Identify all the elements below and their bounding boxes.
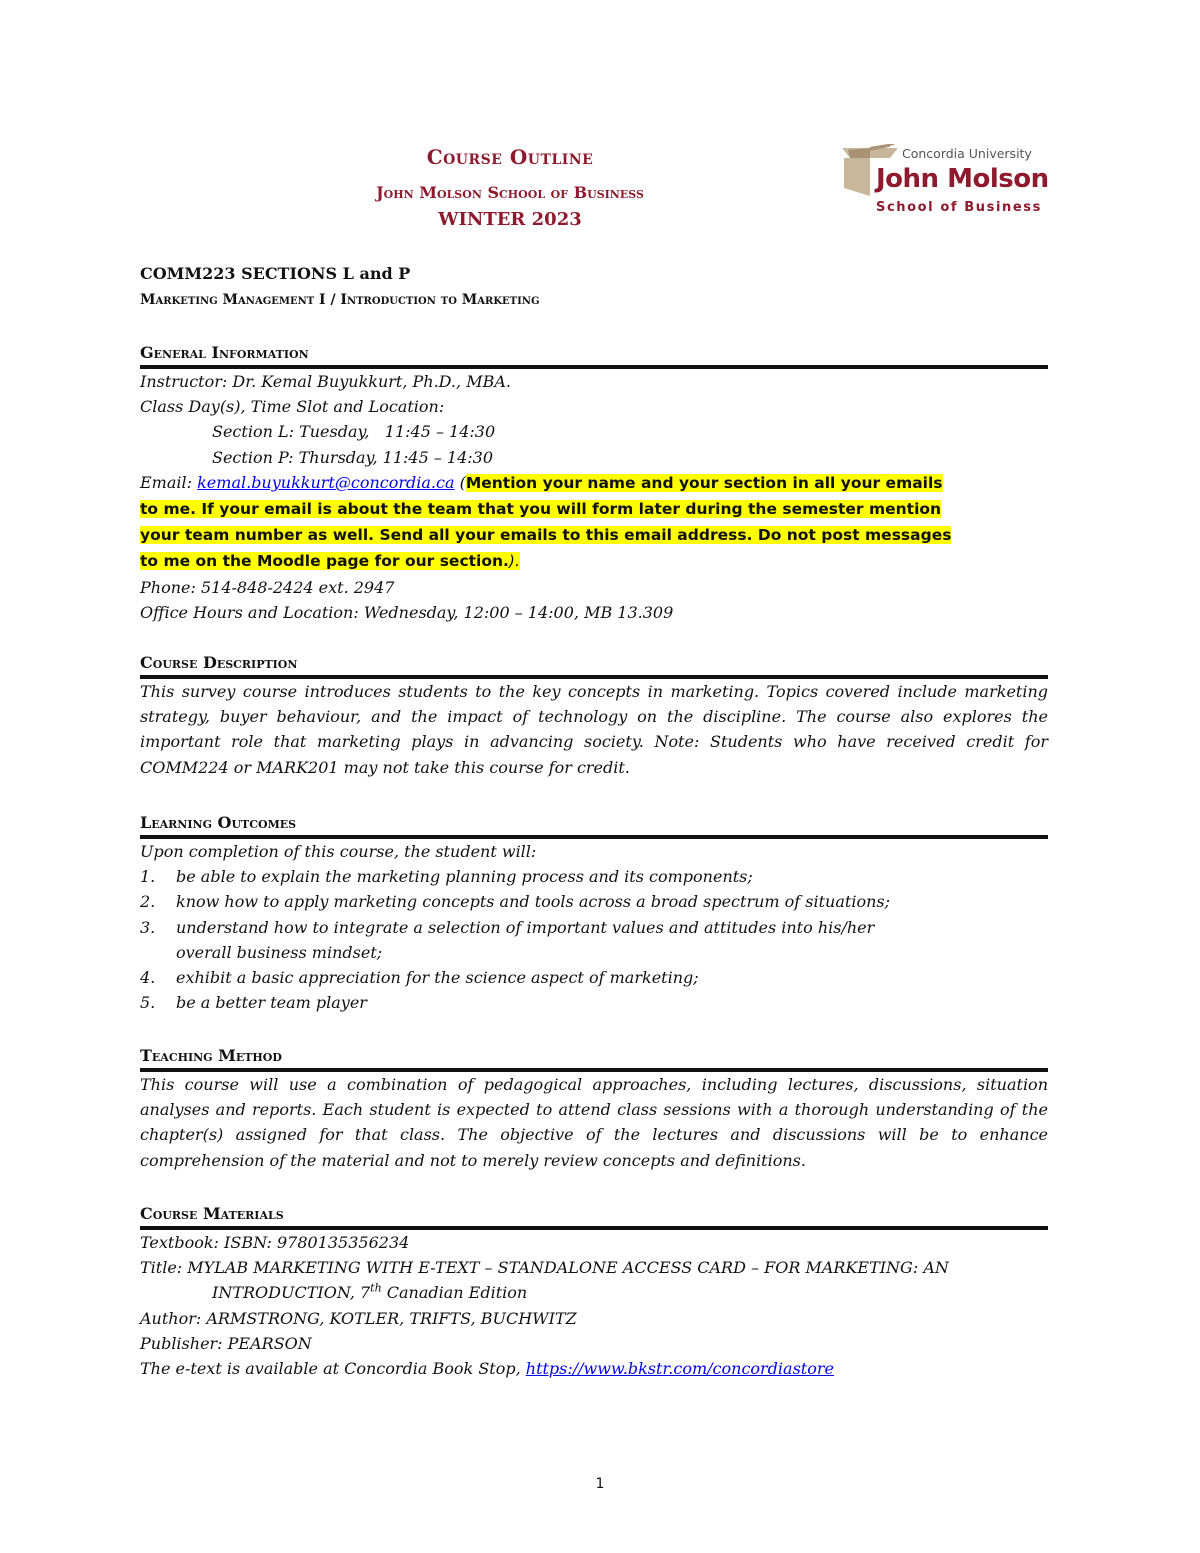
section-course-description — [140, 652, 1048, 780]
office-hours: Office Hours and Location: Wednesday, 12:00 – 14:00, MB 13.309 — [140, 602, 674, 622]
section-learning-outcomes — [140, 812, 1048, 1015]
course-title: Marketing Management I / Introduction to Marketing — [140, 292, 540, 308]
school-name: John Molson School of Business — [376, 183, 644, 202]
description-text: This survey course introduces students to the key concepts in marketing. Topics covered include marketing strategy, buyer behaviour, and the impact of technology on the discipline. The course also explores the important role that marketing plays in advancing society. Note: Students who have received credit for COMM224 or MARK201 may not take this course for credit. — [140, 682, 1048, 777]
textbook-isbn: Textbook: ISBN: 9780135356234 — [140, 1233, 410, 1252]
textbook-author: Author: ARMSTRONG, KOTLER, TRIFTS, BUCHWITZ — [140, 1308, 577, 1328]
bookstore-link[interactable]: https://www.bkstr.com/concordiastore — [525, 1359, 834, 1379]
email-note-close: ). — [508, 552, 520, 571]
page-number: 1 — [595, 1476, 605, 1492]
instructor: Instructor: Dr. Kemal Buyukkurt, Ph.D., MBA. — [140, 372, 511, 391]
outline-title: Course Outline — [426, 145, 594, 169]
section-heading: Course Description — [140, 653, 298, 672]
outcomes-list — [140, 864, 1048, 1015]
section-teaching-method — [140, 1045, 1048, 1173]
section-heading: Teaching Method — [140, 1046, 282, 1065]
class-days-label: Class Day(s), Time Slot and Location: — [140, 397, 445, 417]
section-course-materials — [140, 1203, 1048, 1381]
list-item: 3. understand how to integrate a selection of important values and attitudes into his/her overall business mindset; — [140, 917, 875, 962]
outcomes-intro: Upon completion of this course, the student will: — [140, 842, 537, 861]
email-note-open: ( — [454, 472, 466, 492]
email-note-line4: to me on the Moodle page for our section. — [140, 552, 509, 571]
textbook-title-line1: Title: MYLAB MARKETING WITH E-TEXT – STANDALONE ACCESS CARD – FOR MARKETING: AN — [140, 1258, 949, 1278]
logo-name: John Molson — [876, 164, 1049, 194]
section-heading: General Information — [140, 343, 309, 362]
jmsb-logo — [840, 142, 1065, 222]
email-note-line1: Mention your name and your section in all your emails — [465, 473, 943, 492]
list-item: 5. be a better team player — [140, 993, 367, 1013]
section-heading: Learning Outcomes — [140, 813, 297, 832]
phone: Phone: 514-848-2424 ext. 2947 — [140, 577, 395, 597]
etext-line: The e-text is available at Concordia Book Stop, https://www.bkstr.com/concordiastore — [140, 1359, 834, 1379]
email-label: Email: — [140, 472, 198, 492]
list-item: 4. exhibit a basic appreciation for the science aspect of marketing; — [140, 968, 699, 988]
email-line — [140, 470, 1048, 496]
section-l-time: Section L: Tuesday, 11:45 – 14:30 — [212, 422, 496, 442]
section-p-time: Section P: Thursday, 11:45 – 14:30 — [212, 447, 494, 467]
term: WINTER 2023 — [438, 209, 582, 230]
list-item: 1. be able to explain the marketing planning process and its components; — [140, 867, 753, 887]
logo-school: School of Business — [876, 200, 1042, 215]
email-link[interactable]: kemal.buyukkurt@concordia.ca — [197, 472, 455, 492]
logo-university: Concordia University — [902, 146, 1032, 161]
section-general-information — [140, 342, 1048, 625]
section-heading: Course Materials — [140, 1204, 284, 1223]
textbook-publisher: Publisher: PEARSON — [140, 1333, 312, 1353]
email-note-line3: your team number as well. Send all your emails to this email address. Do not post messages — [140, 526, 952, 545]
course-code: COMM223 SECTIONS L and P — [140, 264, 411, 283]
textbook-title-line2: INTRODUCTION, 7th Canadian Edition — [212, 1282, 528, 1303]
teaching-text: This course will use a combination of pedagogical approaches, including lectures, discussions, situation analyses and reports. Each student is expected to attend class sessions with a thorough understanding of the chapter(s) assigned for that class. The objective of the lectures and discussions will be to enhance comprehension of the material and not to merely review concepts and definitions. — [140, 1075, 1048, 1170]
list-item: 2. know how to apply marketing concepts and tools across a broad spectrum of situations; — [140, 892, 890, 912]
email-note-line2: to me. If your email is about the team that you will form later during the semester mention — [140, 500, 942, 519]
